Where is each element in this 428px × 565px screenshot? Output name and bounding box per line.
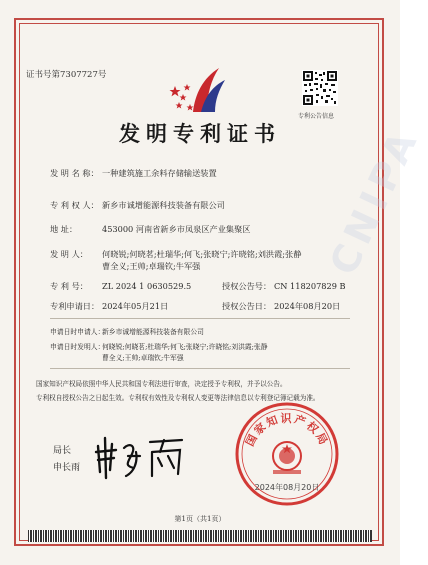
qr-code-icon[interactable] [302,70,338,106]
patentee-label: 专 利 权 人： [50,200,99,210]
filing-date-row [50,301,168,312]
grant-announcement-number: CN 118207829 B [274,281,346,291]
inventor-line1: 何晓锐;何晓茗;杜瑞华;何飞;张晓宁;许晓铭;刘洪霞;张静 [102,249,302,259]
grant-announcement-date-label: 授权公告日： [222,301,272,311]
qr-label: 专利公告信息 [298,113,335,120]
applicant-at-filing: 新乡市诚增能源科技装备有限公司 [102,328,204,336]
divider-bottom [50,368,350,369]
patentee-row [50,200,225,211]
inventor-row-2 [50,261,200,272]
inventor-at-filing-row-2 [50,352,184,362]
filing-date: 2024年05月21日 [102,301,169,311]
invention-name-row [50,168,217,179]
patent-number: ZL 2024 1 0630529.5 [102,281,192,291]
inventor-at-filing-label: 申请日时发明人： [50,343,105,351]
grant-announcement-number-label: 授权公告号： [222,281,272,291]
signatory-title: 局长 [53,446,72,456]
patent-number-label: 专 利 号： [50,281,88,291]
barcode-strip [28,530,372,542]
seal-date: 2024年08月20日 [254,483,320,492]
address: 453000 河南省新乡市凤泉区产业集聚区 [102,224,251,234]
invention-name-label: 发 明 名 称： [50,168,99,178]
patentee: 新乡市诚增能源科技装备有限公司 [102,200,225,210]
seal-text: 国家知识产权局 [243,412,331,449]
cnipa-logo-icon [163,66,235,114]
grant-announcement-date-row [222,301,340,312]
grant-announcement-date: 2024年08月20日 [274,301,341,311]
inventor-label: 发 明 人： [50,249,88,259]
inventor-line2: 曹全义;王帅;卓瑞钦;牛军强 [102,261,201,271]
inventor-row [50,249,301,260]
invention-name: 一种建筑施工余料存储输送装置 [102,168,217,178]
applicant-at-filing-row [50,326,204,336]
signatory-name: 申长雨 [53,463,81,473]
signature-icon [90,432,190,482]
patent-number-row [50,281,191,292]
official-seal-icon [233,400,341,508]
watermark: CNIPA [321,120,428,282]
grant-announcement-number-row [222,281,346,292]
address-label: 地 址： [50,224,78,234]
certificate-title: 发明专利证书 [119,122,281,146]
inventor-at-filing-line2: 曹全义;王帅;卓瑞钦;牛军强 [102,354,184,362]
applicant-at-filing-label: 申请日时申请人： [50,328,105,336]
address-row [50,224,250,235]
filing-date-label: 专利申请日： [50,301,100,311]
divider-top [50,318,350,319]
page-footer: 第1页（共1页） [174,515,226,523]
inventor-at-filing-line1: 何晓锐;何晓茗;杜瑞华;何飞;张晓宁;许晓铭;刘洪霞;张静 [102,343,268,351]
notice-line-1: 国家知识产权局依照中华人民共和国专利法进行审查，决定授予专利权，并予以公告。 [36,380,287,388]
certificate-number: 证书号第7307727号 [26,70,107,80]
inventor-at-filing-row [50,341,268,351]
notice-line-2: 专利权自授权公告之日起生效。专利权有效性及专利权人变更等法律信息以专利登记簿记载为准。 [36,394,320,402]
